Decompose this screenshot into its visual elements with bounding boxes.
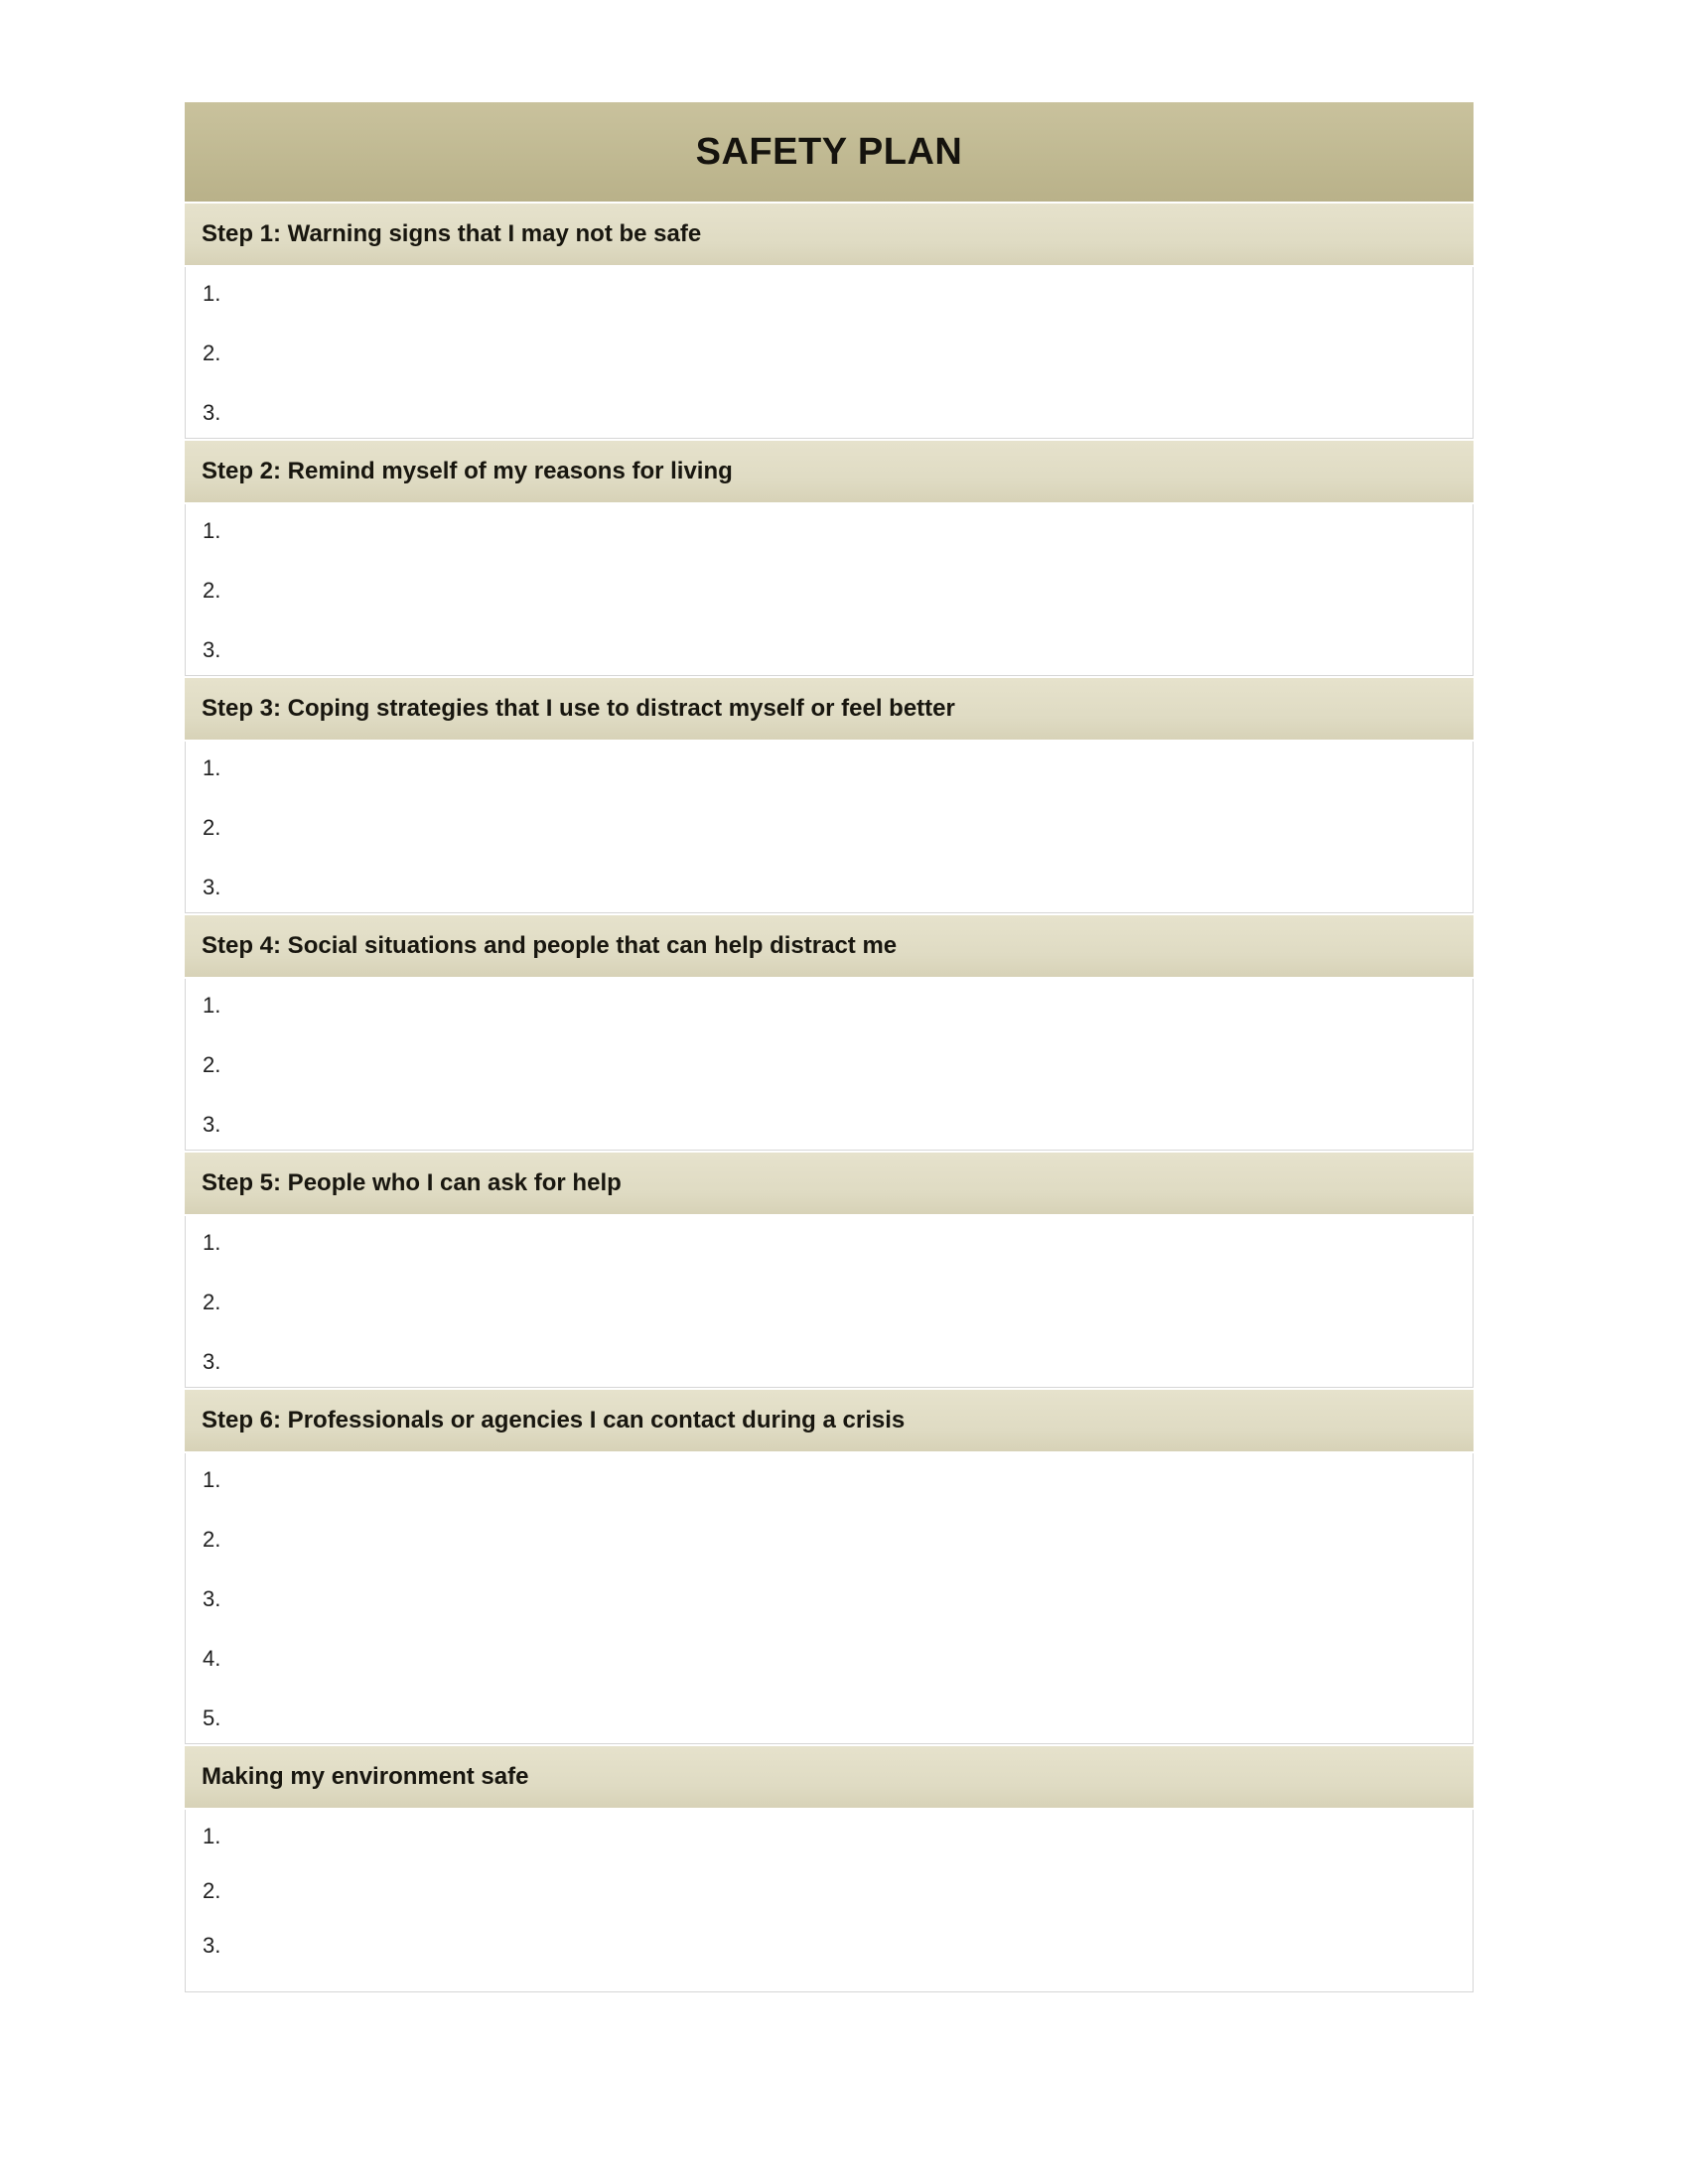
section-title: Making my environment safe — [202, 1763, 529, 1790]
list-item — [203, 1349, 1473, 1379]
section-title: Step 4: Social situations and people that can help distract me — [202, 932, 898, 959]
section-header — [185, 915, 1474, 977]
item-number: 4. — [203, 1646, 221, 1671]
section-making-environment-safe — [185, 1746, 1474, 1992]
section-step-5 — [185, 1153, 1474, 1388]
section-body — [185, 1810, 1474, 1992]
list-item — [203, 1586, 1473, 1646]
section-body — [185, 1216, 1474, 1388]
list-item — [203, 1230, 1473, 1290]
item-number: 3. — [203, 1349, 221, 1374]
section-title: Step 5: People who I can ask for help — [202, 1169, 622, 1196]
section-body — [185, 1453, 1474, 1744]
section-header — [185, 1153, 1474, 1214]
item-number: 1. — [203, 993, 221, 1018]
section-body — [185, 267, 1474, 439]
list-item — [203, 1933, 1473, 1987]
item-number: 5. — [203, 1706, 221, 1730]
item-number: 2. — [203, 578, 221, 603]
list-item — [203, 1290, 1473, 1349]
item-number: 3. — [203, 1933, 221, 1958]
section-header — [185, 204, 1474, 265]
item-number: 2. — [203, 1052, 221, 1077]
item-number: 3. — [203, 1586, 221, 1611]
section-header — [185, 678, 1474, 740]
item-number: 3. — [203, 875, 221, 899]
section-step-2 — [185, 441, 1474, 676]
section-step-6 — [185, 1390, 1474, 1744]
item-number: 2. — [203, 1878, 221, 1903]
item-number: 2. — [203, 1527, 221, 1552]
section-header — [185, 1390, 1474, 1451]
item-number: 2. — [203, 341, 221, 365]
section-header — [185, 1746, 1474, 1808]
item-number: 1. — [203, 281, 221, 306]
section-step-3 — [185, 678, 1474, 913]
item-number: 1. — [203, 1230, 221, 1255]
list-item — [203, 815, 1473, 875]
page-title: SAFETY PLAN — [695, 130, 963, 173]
list-item — [203, 281, 1473, 341]
list-item — [203, 1646, 1473, 1706]
list-item — [203, 1112, 1473, 1142]
list-item — [203, 1878, 1473, 1933]
list-item — [203, 637, 1473, 667]
section-step-1 — [185, 204, 1474, 439]
section-title: Step 6: Professionals or agencies I can contact during a crisis — [202, 1407, 906, 1433]
item-number: 2. — [203, 815, 221, 840]
list-item — [203, 755, 1473, 815]
list-item — [203, 578, 1473, 637]
section-body — [185, 742, 1474, 913]
list-item — [203, 518, 1473, 578]
list-item — [203, 1706, 1473, 1735]
item-number: 1. — [203, 1467, 221, 1492]
list-item — [203, 1824, 1473, 1878]
item-number: 3. — [203, 637, 221, 662]
list-item — [203, 875, 1473, 904]
list-item — [203, 1467, 1473, 1527]
list-item — [203, 341, 1473, 400]
section-body — [185, 504, 1474, 676]
section-body — [185, 979, 1474, 1151]
list-item — [203, 400, 1473, 430]
item-number: 3. — [203, 1112, 221, 1137]
list-item — [203, 1527, 1473, 1586]
safety-plan-table — [185, 102, 1474, 1992]
item-number: 1. — [203, 755, 221, 780]
list-item — [203, 993, 1473, 1052]
section-title: Step 1: Warning signs that I may not be safe — [202, 220, 702, 247]
section-step-4 — [185, 915, 1474, 1151]
list-item — [203, 1052, 1473, 1112]
section-header — [185, 441, 1474, 502]
section-title: Step 3: Coping strategies that I use to distract myself or feel better — [202, 695, 955, 722]
item-number: 1. — [203, 1824, 221, 1848]
document-title-banner — [185, 102, 1474, 202]
item-number: 3. — [203, 400, 221, 425]
item-number: 2. — [203, 1290, 221, 1314]
item-number: 1. — [203, 518, 221, 543]
section-title: Step 2: Remind myself of my reasons for living — [202, 458, 733, 484]
